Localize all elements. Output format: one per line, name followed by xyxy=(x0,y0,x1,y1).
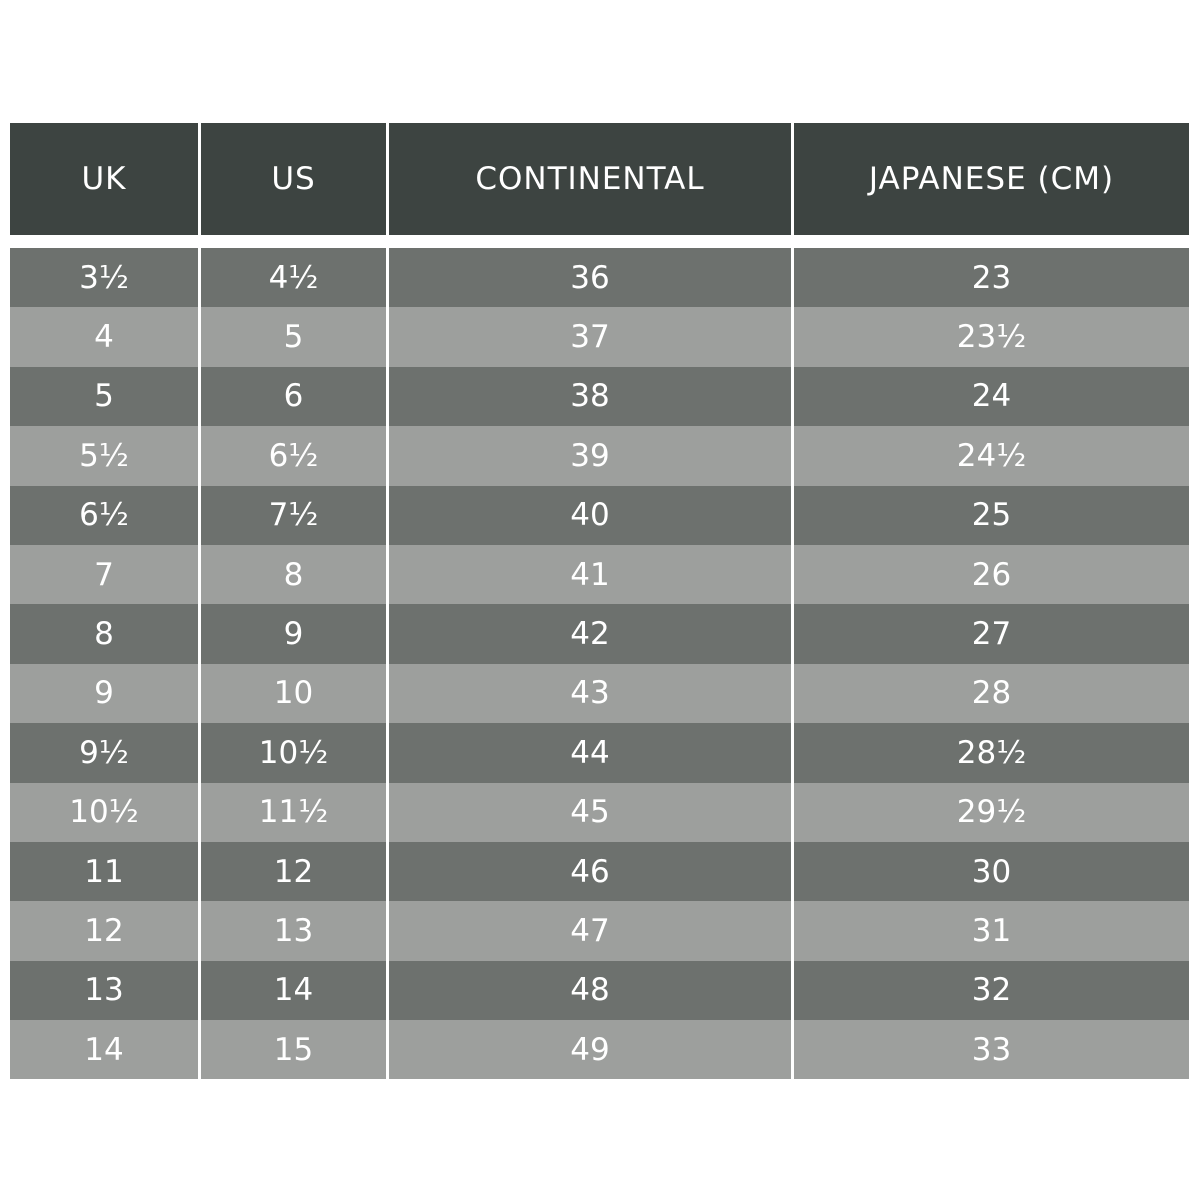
table-row xyxy=(10,842,1189,901)
cell-us: 4½ xyxy=(201,248,386,307)
cell-uk: 7 xyxy=(10,545,198,604)
cell-japanese: 28½ xyxy=(794,723,1189,782)
cell-continental: 39 xyxy=(389,426,791,485)
table-body xyxy=(10,248,1189,1079)
cell-japanese: 24½ xyxy=(794,426,1189,485)
header-us: US xyxy=(201,123,386,235)
size-conversion-table xyxy=(10,123,1189,1079)
cell-continental: 43 xyxy=(389,664,791,723)
cell-uk: 9 xyxy=(10,664,198,723)
table-row xyxy=(10,486,1189,545)
table-row xyxy=(10,723,1189,782)
cell-continental: 47 xyxy=(389,901,791,960)
table-row xyxy=(10,961,1189,1020)
cell-japanese: 26 xyxy=(794,545,1189,604)
header-continental: CONTINENTAL xyxy=(389,123,791,235)
cell-japanese: 33 xyxy=(794,1020,1189,1079)
cell-japanese: 30 xyxy=(794,842,1189,901)
cell-us: 8 xyxy=(201,545,386,604)
cell-us: 11½ xyxy=(201,783,386,842)
table-row xyxy=(10,1020,1189,1079)
cell-uk: 5 xyxy=(10,367,198,426)
cell-continental: 36 xyxy=(389,248,791,307)
table-row xyxy=(10,307,1189,366)
cell-continental: 41 xyxy=(389,545,791,604)
table-row xyxy=(10,664,1189,723)
cell-uk: 4 xyxy=(10,307,198,366)
cell-japanese: 31 xyxy=(794,901,1189,960)
cell-continental: 48 xyxy=(389,961,791,1020)
cell-japanese: 29½ xyxy=(794,783,1189,842)
cell-us: 14 xyxy=(201,961,386,1020)
table-row xyxy=(10,426,1189,485)
cell-us: 7½ xyxy=(201,486,386,545)
table-row xyxy=(10,545,1189,604)
cell-japanese: 24 xyxy=(794,367,1189,426)
cell-us: 15 xyxy=(201,1020,386,1079)
cell-uk: 9½ xyxy=(10,723,198,782)
cell-uk: 13 xyxy=(10,961,198,1020)
cell-japanese: 28 xyxy=(794,664,1189,723)
table-header-row xyxy=(10,123,1189,235)
cell-uk: 6½ xyxy=(10,486,198,545)
cell-uk: 11 xyxy=(10,842,198,901)
cell-uk: 5½ xyxy=(10,426,198,485)
cell-japanese: 23 xyxy=(794,248,1189,307)
cell-japanese: 32 xyxy=(794,961,1189,1020)
cell-continental: 44 xyxy=(389,723,791,782)
cell-japanese: 27 xyxy=(794,604,1189,663)
cell-us: 9 xyxy=(201,604,386,663)
cell-continental: 38 xyxy=(389,367,791,426)
cell-uk: 10½ xyxy=(10,783,198,842)
table-row xyxy=(10,604,1189,663)
cell-continental: 45 xyxy=(389,783,791,842)
header-uk: UK xyxy=(10,123,198,235)
table-row xyxy=(10,248,1189,307)
cell-uk: 14 xyxy=(10,1020,198,1079)
cell-continental: 40 xyxy=(389,486,791,545)
cell-us: 6 xyxy=(201,367,386,426)
cell-us: 5 xyxy=(201,307,386,366)
cell-us: 10 xyxy=(201,664,386,723)
cell-uk: 8 xyxy=(10,604,198,663)
cell-continental: 49 xyxy=(389,1020,791,1079)
cell-continental: 42 xyxy=(389,604,791,663)
cell-us: 6½ xyxy=(201,426,386,485)
cell-us: 10½ xyxy=(201,723,386,782)
cell-uk: 12 xyxy=(10,901,198,960)
cell-uk: 3½ xyxy=(10,248,198,307)
table-row xyxy=(10,367,1189,426)
cell-us: 12 xyxy=(201,842,386,901)
table-row xyxy=(10,901,1189,960)
cell-continental: 37 xyxy=(389,307,791,366)
cell-us: 13 xyxy=(201,901,386,960)
table-row xyxy=(10,783,1189,842)
header-gap xyxy=(10,235,1189,248)
cell-japanese: 25 xyxy=(794,486,1189,545)
header-japanese: JAPANESE (CM) xyxy=(794,123,1189,235)
cell-japanese: 23½ xyxy=(794,307,1189,366)
cell-continental: 46 xyxy=(389,842,791,901)
